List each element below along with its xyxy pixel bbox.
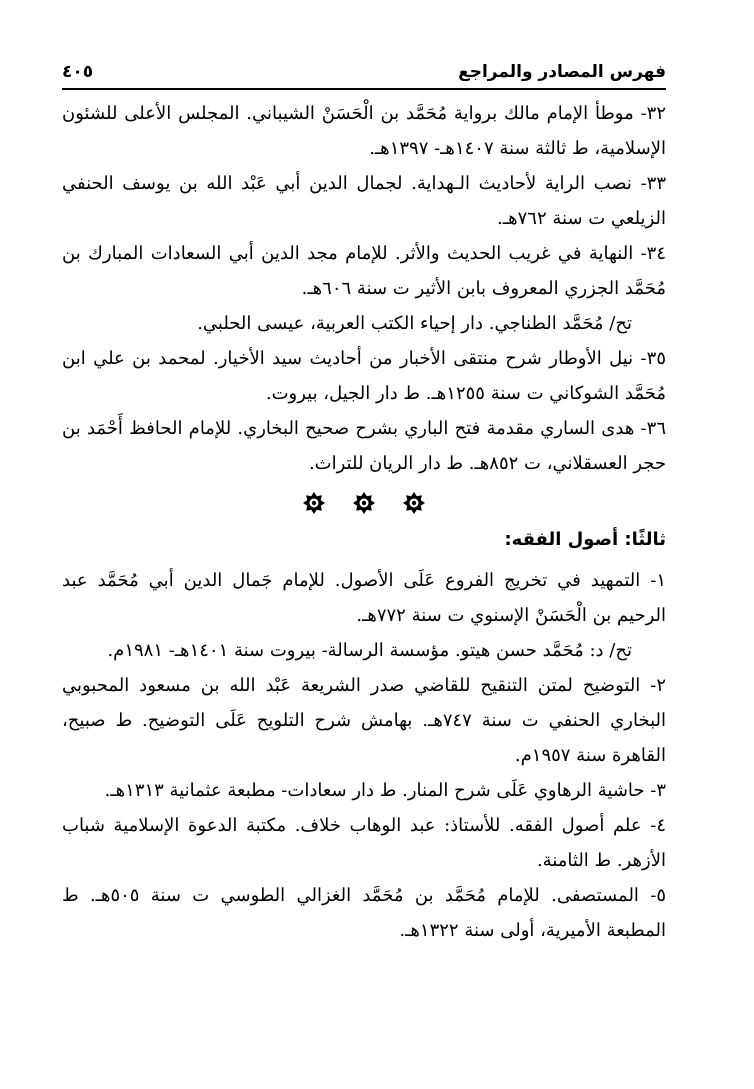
- reference-entry-5: ٥- المستصفى. للإمام مُحَمَّد بن مُحَمَّد الغزالي الطوسي ت سنة ٥٠٥هـ. ط المطبعة الأميرية، أولى سنة ١٣٢٢هـ.: [62, 885, 666, 941]
- reference-entry-1-editor: تح/ د: مُحَمَّد حسن هيتو. مؤسسة الرسالة- بيروت سنة ١٤٠١هـ- ١٩٨١م.: [107, 640, 632, 661]
- reference-entry-33: ٣٣- نصب الراية لأحاديث الـهداية. لجمال الدين أبي عَبْد الله بن يوسف الحنفي الزيلعي ت سنة ٧٦٢هـ.: [62, 173, 666, 229]
- reference-entry-3: ٣- حاشية الرهاوي عَلَى شرح المنار. ط دار سعادات- مطبعة عثمانية ١٣١٣هـ.: [104, 780, 666, 801]
- section-divider-ornaments: [62, 489, 666, 517]
- reference-entry-35: ٣٥- نيل الأوطار شرح منتقى الأخبار من أحاديث سيد الأخيار. لمحمد بن علي ابن مُحَمَّد الشوكاني ت سنة ١٢٥٥هـ. ط دار الجيل، بيروت.: [62, 348, 666, 404]
- reference-entry-4: ٤- علم أصول الفقه. للأستاذ: عبد الوهاب خلاف. مكتبة الدعوة الإسلامية شباب الأزهر. ط الثامنة.: [62, 815, 666, 871]
- reference-entry-36: ٣٦- هدى الساري مقدمة فتح الباري بشرح صحيح البخاري. للإمام الحافظ أَحْمَد بن حجر العسقلاني، ت ٨٥٢هـ. ط دار الريان للتراث.: [62, 418, 666, 474]
- running-header: [62, 58, 666, 90]
- reference-entry-32: ٣٢- موطأ الإمام مالك برواية مُحَمَّد بن الْحَسَنْ الشيباني. المجلس الأعلى للشئون الإسلامية، ط ثالثة سنة ١٤٠٧هـ- ١٣٩٧هـ.: [62, 103, 666, 159]
- page-body: [62, 96, 666, 948]
- star-ornament-icon: [402, 491, 426, 515]
- page-number: ٤٠٥: [62, 62, 94, 82]
- star-ornament-icon: [352, 491, 376, 515]
- reference-entry-2: ٢- التوضيح لمتن التنقيح للقاضي صدر الشريعة عَبْد الله بن مسعود المحبوبي البخاري الحنفي ت سنة ٧٤٧هـ. بهامش شرح التلويح عَلَى التوضيح. ط صبيح، القاهرة سنة ١٩٥٧م.: [62, 675, 666, 766]
- reference-entry-34: ٣٤- النهاية في غريب الحديث والأثر. للإمام مجد الدين أبي السعادات المبارك بن مُحَمَّد الجزري المعروف بابن الأثير ت سنة ٦٠٦هـ.: [62, 243, 666, 299]
- reference-entry-1: ١- التمهيد في تخريج الفروع عَلَى الأصول. للإمام جَمال الدين أبي مُحَمَّد عبد الرحيم بن الْحَسَنْ الإسنوي ت سنة ٧٧٢هـ.: [62, 570, 666, 626]
- section-heading: ثالثًا: أصول الفقه:: [504, 529, 666, 550]
- reference-entry-34-editor: تح/ مُحَمَّد الطناجي. دار إحياء الكتب العربية، عيسى الحلبي.: [197, 313, 632, 334]
- header-title: فهرس المصادر والمراجع: [458, 62, 666, 82]
- star-ornament-icon: [302, 491, 326, 515]
